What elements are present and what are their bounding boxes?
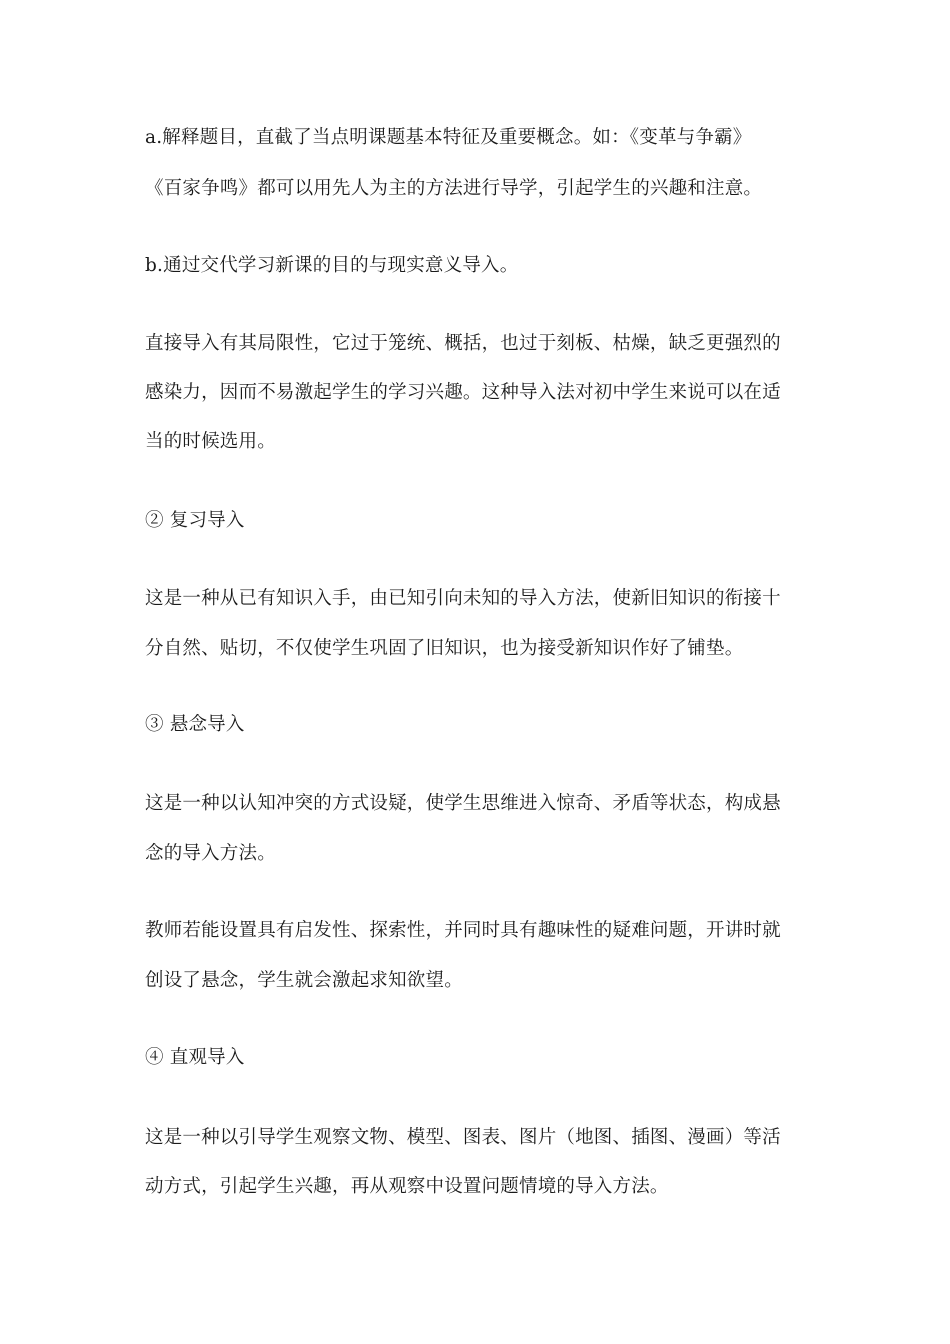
paragraph-5-line-2: 念的导入方法。	[145, 843, 276, 864]
heading-review-intro: ② 复习导入	[145, 510, 245, 531]
paragraph-7-line-2: 动方式，引起学生兴趣，再从观察中设置问题情境的导入方法。	[145, 1176, 669, 1197]
paragraph-6-line-2: 创设了悬念，学生就会激起求知欲望。	[145, 970, 463, 991]
paragraph-4-line-2: 分自然、贴切，不仅使学生巩固了旧知识，也为接受新知识作好了铺垫。	[145, 638, 744, 659]
heading-suspense-intro: ③ 悬念导入	[145, 714, 245, 735]
paragraph-3-line-3: 当的时候选用。	[145, 431, 276, 452]
paragraph-3-line-2: 感染力，因而不易激起学生的学习兴趣。这种导入法对初中学生来说可以在适	[145, 382, 781, 403]
paragraph-5-line-1: 这是一种以认知冲突的方式设疑，使学生思维进入惊奇、矛盾等状态，构成悬	[145, 793, 781, 814]
heading-visual-intro: ④ 直观导入	[145, 1047, 245, 1068]
paragraph-7-line-1: 这是一种以引导学生观察文物、模型、图表、图片（地图、插图、漫画）等活	[145, 1127, 781, 1148]
paragraph-3-line-1: 直接导入有其局限性，它过于笼统、概括，也过于刻板、枯燥，缺乏更强烈的	[145, 333, 781, 354]
paragraph-4-line-1: 这是一种从已有知识入手，由已知引向未知的导入方法，使新旧知识的衔接十	[145, 588, 781, 609]
paragraph-1-line-2: 《百家争鸣》都可以用先人为主的方法进行导学，引起学生的兴趣和注意。	[145, 178, 763, 199]
paragraph-6-line-1: 教师若能设置具有启发性、探索性，并同时具有趣味性的疑难问题，开讲时就	[145, 920, 781, 941]
paragraph-2-line-1: b.通过交代学习新课的目的与现实意义导入。	[145, 255, 519, 276]
paragraph-1-line-1: a.解释题目，直截了当点明课题基本特征及重要概念。如：《变革与争霸》	[145, 127, 752, 148]
